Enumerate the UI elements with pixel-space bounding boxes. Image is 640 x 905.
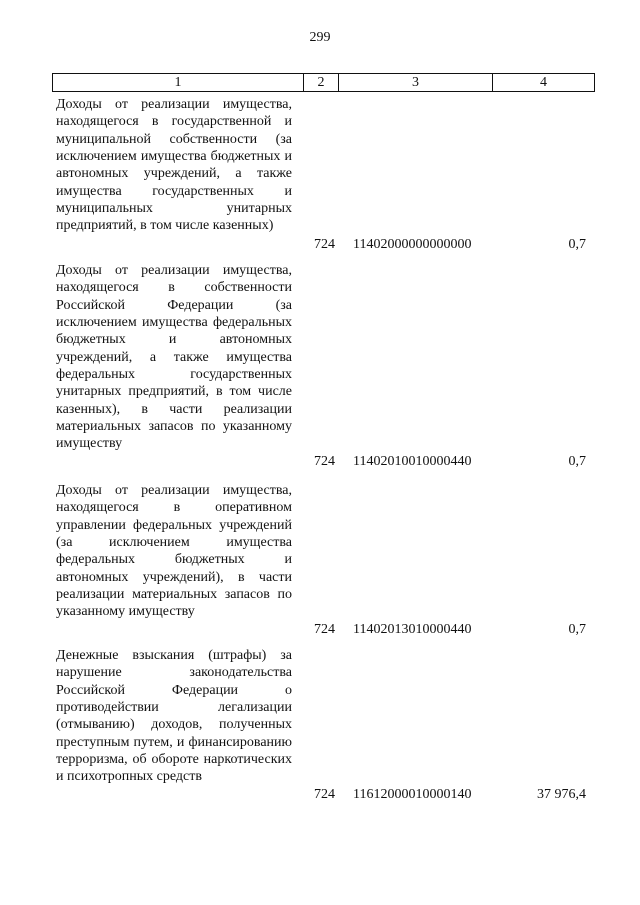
- row-admin-code: 724: [314, 787, 335, 802]
- row-amount: 0,7: [568, 237, 586, 252]
- header-col-2: 2: [304, 74, 339, 92]
- table-row: [52, 647, 592, 817]
- row-description: Доходы от реализации имущества, находящегося в государственной и муниципальной собственности (за исключением имущества бюджетных и автономных учреждений, а также имущества государственных и муниципальных унитарных предприятий, в том числе казенных): [56, 97, 292, 234]
- row-amount: 37 976,4: [537, 787, 586, 802]
- row-description: Доходы от реализации имущества, находящегося в оперативном управлении федеральных учреждений (за исключением имущества федеральных бюджетных и автономных учреждений), в части реализации материальных запасов по указанному имуществу: [56, 483, 292, 620]
- row-description: Денежные взыскания (штрафы) за нарушение законодательства Российской Федерации о противодействии легализации (отмыванию) доходов, полученных преступным путем, и финансированию терроризма, об обороте наркотических и психотропных средств: [56, 648, 292, 785]
- header-col-3: 3: [339, 74, 493, 92]
- row-admin-code: 724: [314, 622, 335, 637]
- table-row: [52, 482, 592, 642]
- page-number: 299: [309, 30, 331, 45]
- table-header: [52, 73, 595, 92]
- table-row: [52, 262, 592, 472]
- row-amount: 0,7: [568, 622, 586, 637]
- header-col-1: 1: [53, 74, 304, 92]
- table-row: [52, 96, 592, 256]
- row-amount: 0,7: [568, 454, 586, 469]
- row-kbk: 11402000000000000: [353, 237, 472, 252]
- row-kbk: 11402013010000440: [353, 622, 472, 637]
- row-kbk: 11612000010000140: [353, 787, 472, 802]
- row-kbk: 11402010010000440: [353, 454, 472, 469]
- header-col-4: 4: [493, 74, 595, 92]
- row-description: Доходы от реализации имущества, находящегося в собственности Российской Федерации (за исключением имущества федеральных бюджетных и автономных учреждений, а также имущества федеральных государственных унитарных предприятий, в том числе казенных), в части реализации материальных запасов по указанному имуществу: [56, 263, 292, 452]
- row-admin-code: 724: [314, 454, 335, 469]
- row-admin-code: 724: [314, 237, 335, 252]
